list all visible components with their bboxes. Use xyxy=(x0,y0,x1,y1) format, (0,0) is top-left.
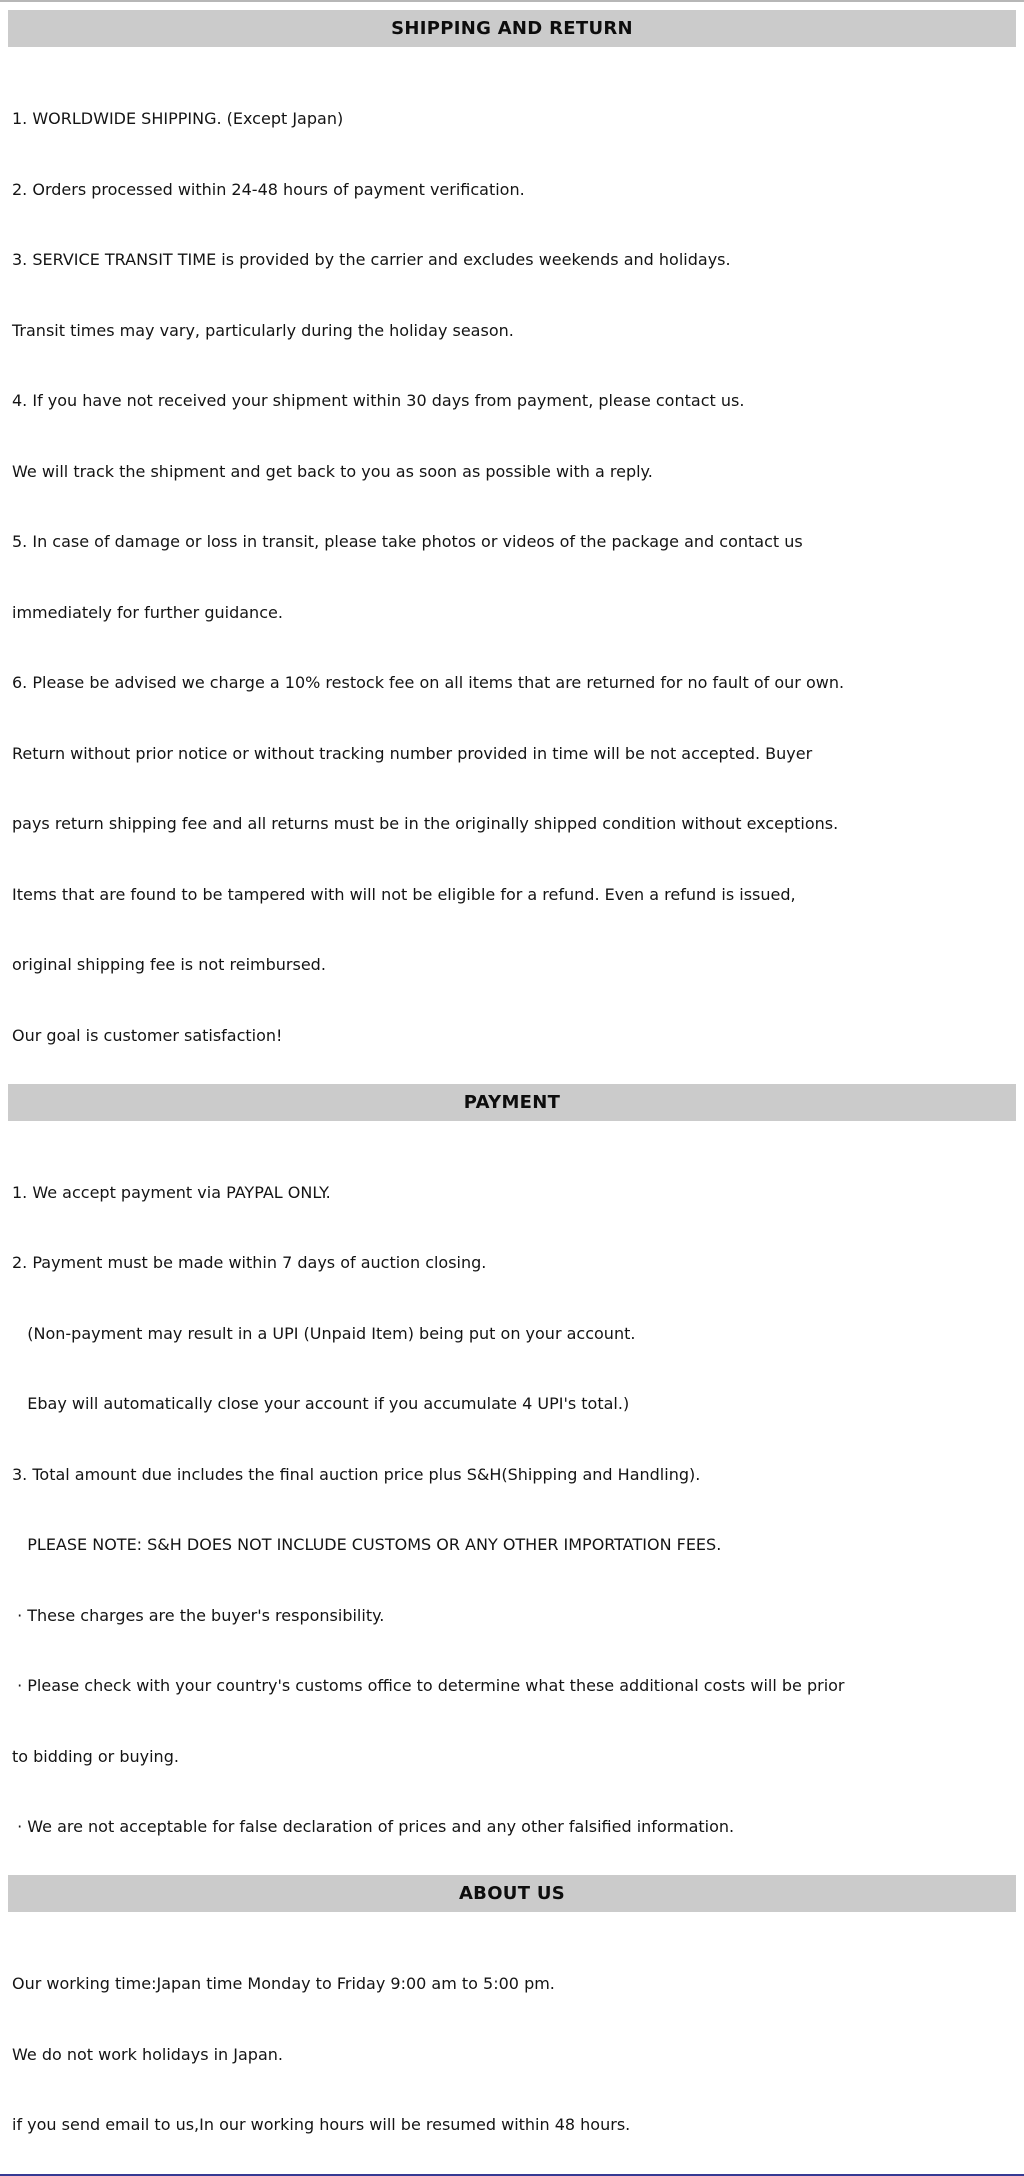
text-line: to bidding or buying. xyxy=(12,1746,179,1766)
text-line: Return without prior notice or without tracking number provided in time will be not accepted. Buyer xyxy=(12,743,813,763)
text-line: · Please check with your country's customs office to determine what these additional costs will be prior xyxy=(12,1676,845,1695)
text-line: 2. Payment must be made within 7 days of auction closing. xyxy=(12,1253,487,1272)
text-line: PLEASE NOTE: S&H DOES NOT INCLUDE CUSTOMS OR ANY OTHER IMPORTATION FEES. xyxy=(12,1535,722,1554)
section-title: ABOUT US xyxy=(458,1883,566,1904)
section-title: SHIPPING AND RETURN xyxy=(391,18,633,39)
text-line: Items that are found to be tampered with will not be eligible for a refund. Even a refund is issued, xyxy=(12,884,796,904)
text-line: Ebay will automatically close your account if you accumulate 4 UPI's total.) xyxy=(12,1394,630,1413)
section-body-payment xyxy=(12,1134,1018,1863)
text-line: if you send email to us,In our working hours will be resumed within 48 hours. xyxy=(12,2115,631,2134)
text-line: Transit times may vary, particularly during the holiday season. xyxy=(12,320,514,340)
text-line: 2. Orders processed within 24-48 hours of payment verification. xyxy=(12,179,525,199)
text-line: · These charges are the buyer's responsibility. xyxy=(12,1605,385,1625)
text-line: 1. WORLDWIDE SHIPPING. (Except Japan) xyxy=(12,109,344,128)
text-line: 5. In case of damage or loss in transit, please take photos or videos of the package and contact us xyxy=(12,532,803,551)
section-title: PAYMENT xyxy=(463,1091,561,1113)
section-header-about-us xyxy=(8,1875,1016,1912)
text-line: immediately for further guidance. xyxy=(12,602,283,622)
section-header-payment xyxy=(8,1084,1016,1121)
text-line: We will track the shipment and get back to you as soon as possible with a reply. xyxy=(12,461,653,481)
text-line: 6. Please be advised we charge a 10% restock fee on all items that are returned for no fault of our own. xyxy=(12,673,845,692)
text-line: (Non-payment may result in a UPI (Unpaid Item) being put on your account. xyxy=(12,1323,636,1343)
text-line: 4. If you have not received your shipment within 30 days from payment, please contact us. xyxy=(12,391,745,410)
text-line: original shipping fee is not reimbursed. xyxy=(12,955,326,974)
text-line: pays return shipping fee and all returns must be in the originally shipped condition without exceptions. xyxy=(12,814,839,833)
section-body-about-us xyxy=(12,1925,1018,2160)
section-body-shipping-and-return xyxy=(12,60,1018,1071)
section-header-shipping-and-return xyxy=(8,10,1016,47)
text-line: We do not work holidays in Japan. xyxy=(12,2044,283,2064)
text-line: · We are not acceptable for false declaration of prices and any other falsified information. xyxy=(12,1817,735,1836)
text-line: 3. Total amount due includes the final auction price plus S&H(Shipping and Handling). xyxy=(12,1464,701,1484)
text-line: 1. We accept payment via PAYPAL ONLY. xyxy=(12,1182,331,1202)
text-line: 3. SERVICE TRANSIT TIME is provided by the carrier and excludes weekends and holidays. xyxy=(12,250,731,269)
text-line: Our working time:Japan time Monday to Friday 9:00 am to 5:00 pm. xyxy=(12,1974,555,1993)
text-line: Our goal is customer satisfaction! xyxy=(12,1025,283,1045)
